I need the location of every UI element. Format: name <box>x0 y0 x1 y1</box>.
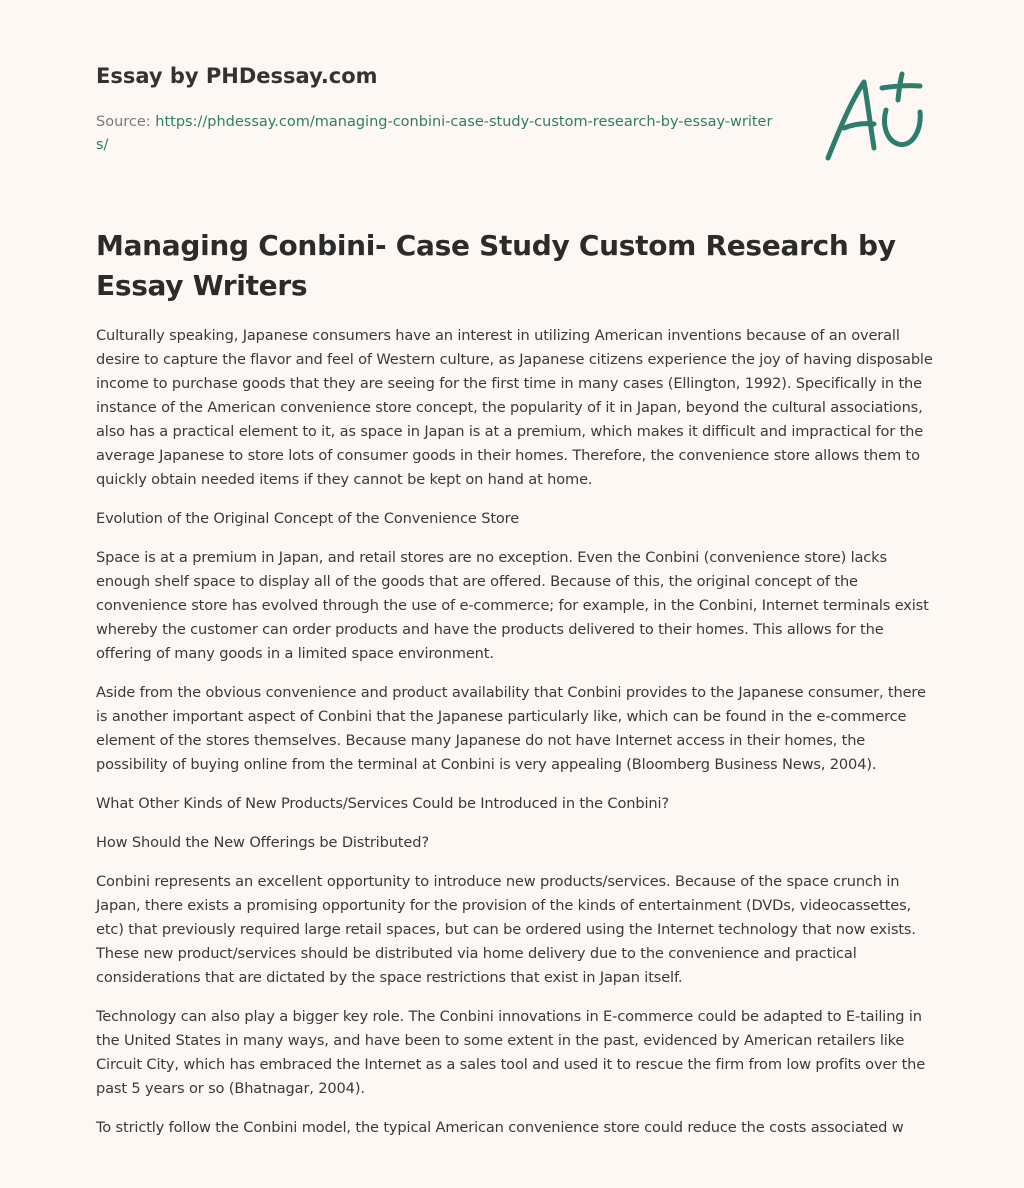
article-body <box>96 324 934 1155</box>
section-heading: Evolution of the Original Concept of the Convenience Store <box>96 510 520 527</box>
a-plus-logo-icon <box>820 68 930 168</box>
source-link[interactable]: https://phdessay.com/managing-conbini-case-study-custom-research-by-essay-writers/ <box>96 114 773 153</box>
source-label: Source: <box>96 114 156 130</box>
site-title: Essay by PHDessay.com <box>96 64 378 88</box>
paragraph: Space is at a premium in Japan, and retail stores are no exception. Even the Conbini (convenience store) lacks enough shelf space to display all of the goods that are offered. Because of this, the original concept of the convenience store has evolved through the use of e-commerce; for example, in the Conbini, Internet terminals exist whereby the customer can order products and have the products delivered to their homes. This allows for the offering of many goods in a limited space environment. <box>96 549 929 662</box>
paragraph: Culturally speaking, Japanese consumers have an interest in utilizing American inventions because of an overall desire to capture the flavor and feel of Western culture, as Japanese citizens experience the joy of having disposable income to purchase goods that they are seeing for the first time in many cases (Ellington, 1992). Specifically in the instance of the American convenience store concept, the popularity of it in Japan, beyond the cultural associations, also has a practical element to it, as space in Japan is at a premium, which makes it difficult and impractical for the average Japanese to store lots of consumer goods in their homes. Therefore, the convenience store allows them to quickly obtain needed items if they cannot be kept on hand at home. <box>96 327 933 488</box>
paragraph: Conbini represents an excellent opportunity to introduce new products/services. Because of the space crunch in Japan, there exists a promising opportunity for the provision of the kinds of entertainment (DVDs, videocassettes, etc) that previously required large retail spaces, but can be ordered using the Internet technology that now exists. These new product/services should be distributed via home delivery due to the convenience and practical considerations that are dictated by the space restrictions that exist in Japan itself. <box>96 873 916 986</box>
paragraph: Aside from the obvious convenience and product availability that Conbini provides to the Japanese consumer, there is another important aspect of Conbini that the Japanese particularly like, which can be found in the e-commerce element of the stores themselves. Because many Japanese do not have Internet access in their homes, the possibility of buying online from the terminal at Conbini is very appealing (Bloomberg Business News, 2004). <box>96 684 926 773</box>
source-line <box>96 111 776 157</box>
paragraph: Technology can also play a bigger key role. The Conbini innovations in E-commerce could be adapted to E-tailing in the United States in many ways, and have been to some extent in the past, evidenced by American retailers like Circuit City, which has embraced the Internet as a sales tool and used it to rescue the firm from low profits over the past 5 years or so (Bhatnagar, 2004). <box>96 1008 926 1097</box>
paragraph: To strictly follow the Conbini model, the typical American convenience store could reduce the costs associated w <box>96 1119 904 1136</box>
section-heading: What Other Kinds of New Products/Services Could be Introduced in the Conbini? <box>96 795 669 812</box>
section-heading: How Should the New Offerings be Distributed? <box>96 834 429 851</box>
article-title: Managing Conbini- Case Study Custom Research by Essay Writers <box>96 229 896 302</box>
